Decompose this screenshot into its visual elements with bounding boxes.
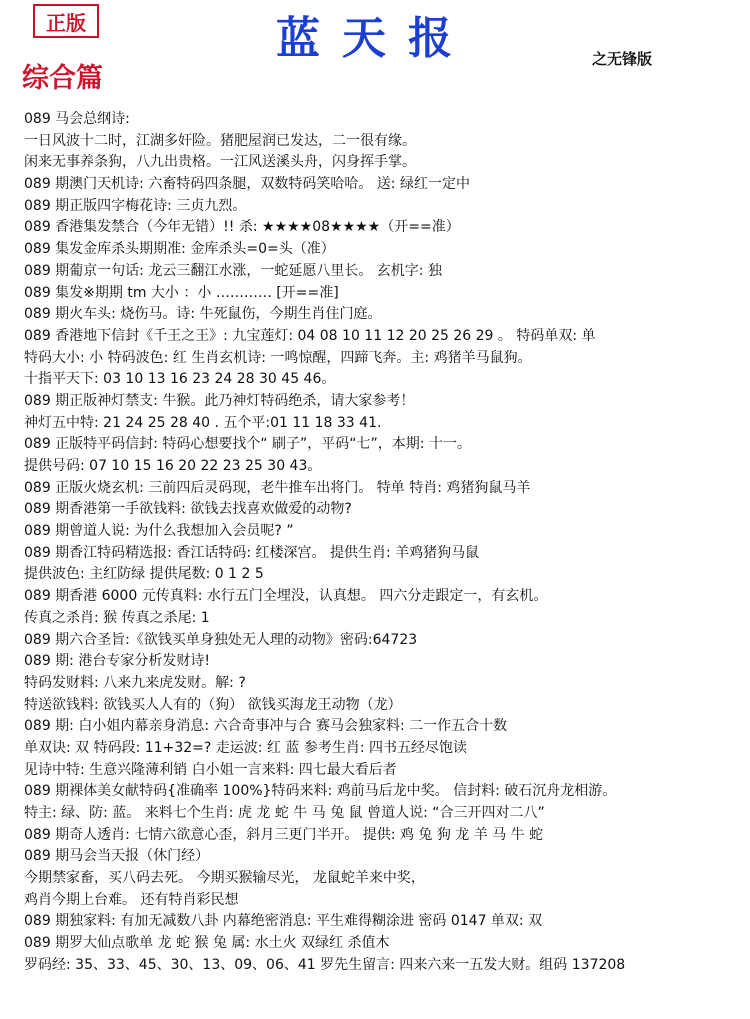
content-line: 闲来无事养条狗，八九出贵格。一江风送溪头舟，闪身挥手掌。: [24, 154, 416, 171]
content-line: 十指平天下: 03 10 13 16 23 24 28 30 45 46。: [24, 371, 336, 388]
content-line: 089 正版特平码信封: 特码心想要找个“ 刷子”，平码“七”，本期: 十一。: [24, 436, 471, 453]
edition-label: 之无锋版: [592, 50, 653, 68]
content-line: 089 期香港 6000 元传真料: 水行五门全埋没，认真想。 四六分走跟定一，有玄机。: [24, 588, 548, 605]
content-line: 神灯五中特: 21 24 25 28 40 . 五个平:01 11 18 33 41.: [24, 414, 382, 431]
content-line: 089 期: 白小姐内幕亲身消息: 六合奇事冲与合 赛马会独家料: 二一作五合十数: [24, 718, 508, 735]
content-line: 特码发财料: 八来九来虎发财。解: ?: [24, 674, 246, 691]
content-lines: [24, 109, 744, 977]
content-line: 089 期葡京一句话: 龙云三翻江水涨，一蛇延愿八里长。 玄机字: 独: [24, 262, 442, 279]
content-line: 089 期火车头: 烧伤马。诗: 牛死鼠伤，今期生肖住门庭。: [24, 306, 382, 323]
content-line: 089 马会总纲诗:: [24, 111, 130, 127]
content-line: 089 期六合圣旨:《欲钱买单身独处无人理的动物》密码:64723: [24, 631, 418, 648]
content-line: 提供号码: 07 10 15 16 20 22 23 25 30 43。: [24, 458, 322, 474]
content-line: 089 期奇人透肖: 七情六欲意心歪，斜月三更门半开。 提供: 鸡 兔 狗 龙 羊 马 牛 蛇: [24, 826, 544, 843]
content-line: 一日风波十二时，江湖多奸险。猪肥屋润已发达，二一很有缘。: [24, 132, 416, 149]
content-line: 089 期香江特码精选报: 香江话特码: 红楼深宫。 提供生肖: 羊鸡猪狗马鼠: [24, 544, 480, 561]
content-line: 089 期裸体美女献特码{准确率 100%}特码来料: 鸡前马后龙中奖。 信封料: 破石沉舟龙相游。: [24, 783, 617, 800]
content-line: 089 期罗大仙点歌单 龙 蛇 猴 兔 属: 水土火 双绿红 杀值木: [24, 935, 390, 952]
content-line: 特码大小: 小 特码波色: 红 生肖玄机诗: 一鸣惊醒，四蹄飞奔。主: 鸡猪羊马鼠狗。: [24, 349, 532, 366]
genuine-badge: 正版: [33, 4, 99, 38]
content-line: 见诗中特: 生意兴隆薄利销 白小姐一言来料: 四七最大看后者: [24, 761, 397, 778]
content-line: 089 期正版神灯禁支: 牛猴。此乃神灯特码绝杀，请大家参考！: [24, 392, 415, 409]
content-line: 089 集发金库杀头期期准: 金库杀头=0=头（准）: [24, 241, 335, 258]
content-line: 鸡肖今期上台难。 还有特肖彩民想: [24, 891, 239, 908]
page-title: 蓝天报: [276, 13, 474, 64]
content-line: 089 集发※期期 tm 大小 ：小 ………… [开==准]: [24, 284, 339, 301]
content-line: 089 香港集发禁合（今年无错）!! 杀: ★★★★08★★★★（开==准）: [24, 219, 460, 236]
content-line: 089 期香港第一手欲钱料: 欲钱去找喜欢做爱的动物?: [24, 501, 352, 518]
content-line: 089 期独家料: 有加无减数八卦 内幕绝密消息: 平生难得糊涂进 密码 0147 单双: 双: [24, 913, 543, 930]
content-line: 089 期澳门天机诗: 六畜特码四条腿，双数特码笑哈哈。 送: 绿红一定中: [24, 176, 470, 193]
content-line: 089 期曾道人说: 为什么我想加入会员呢? ”: [24, 523, 294, 540]
content-line: 089 香港地下信封《千王之王》: 九宝莲灯: 04 08 10 11 12 20 25 26 29 。 特码单双: 单: [24, 327, 596, 344]
content-line: 特送欲钱料: 欲钱买人人有的（狗） 欲钱买海龙王动物（龙）: [24, 696, 402, 713]
content-line: 罗码经: 35、33、45、30、13、09、06、41 罗先生留言: 四来六来一五发大财。组码 137208: [24, 956, 626, 973]
content-line: 今期禁家畜，买八码去死。 今期买猴输尽光， 龙鼠蛇羊来中奖，: [24, 870, 425, 887]
content-line: 089 期正版四字梅花诗: 三贞九烈。: [24, 197, 247, 214]
section-heading: 综合篇: [22, 63, 103, 94]
content-line: 单双诀: 双 特码段: 11+32=? 走运波: 红 蓝 参考生肖: 四书五经尽饱读: [24, 739, 467, 756]
content-line: 089 期马会当天报（休门经）: [24, 848, 210, 865]
content-line: 特主: 绿、防: 蓝。 来料七个生肖: 虎 龙 蛇 牛 马 兔 鼠 曾道人说: “合三开四对二八”: [24, 805, 545, 821]
content-line: 提供波色: 主红防绿 提供尾数: 0 1 2 5: [24, 566, 264, 583]
content-line: 089 期: 港台专家分析发财诗!: [24, 653, 210, 670]
content-line: 089 正版火烧玄机: 三前四后灵码现，老牛推车出将门。 特单 特肖: 鸡猪狗鼠马羊: [24, 479, 531, 496]
content-line: 传真之杀肖: 猴 传真之杀尾: 1: [24, 609, 210, 626]
